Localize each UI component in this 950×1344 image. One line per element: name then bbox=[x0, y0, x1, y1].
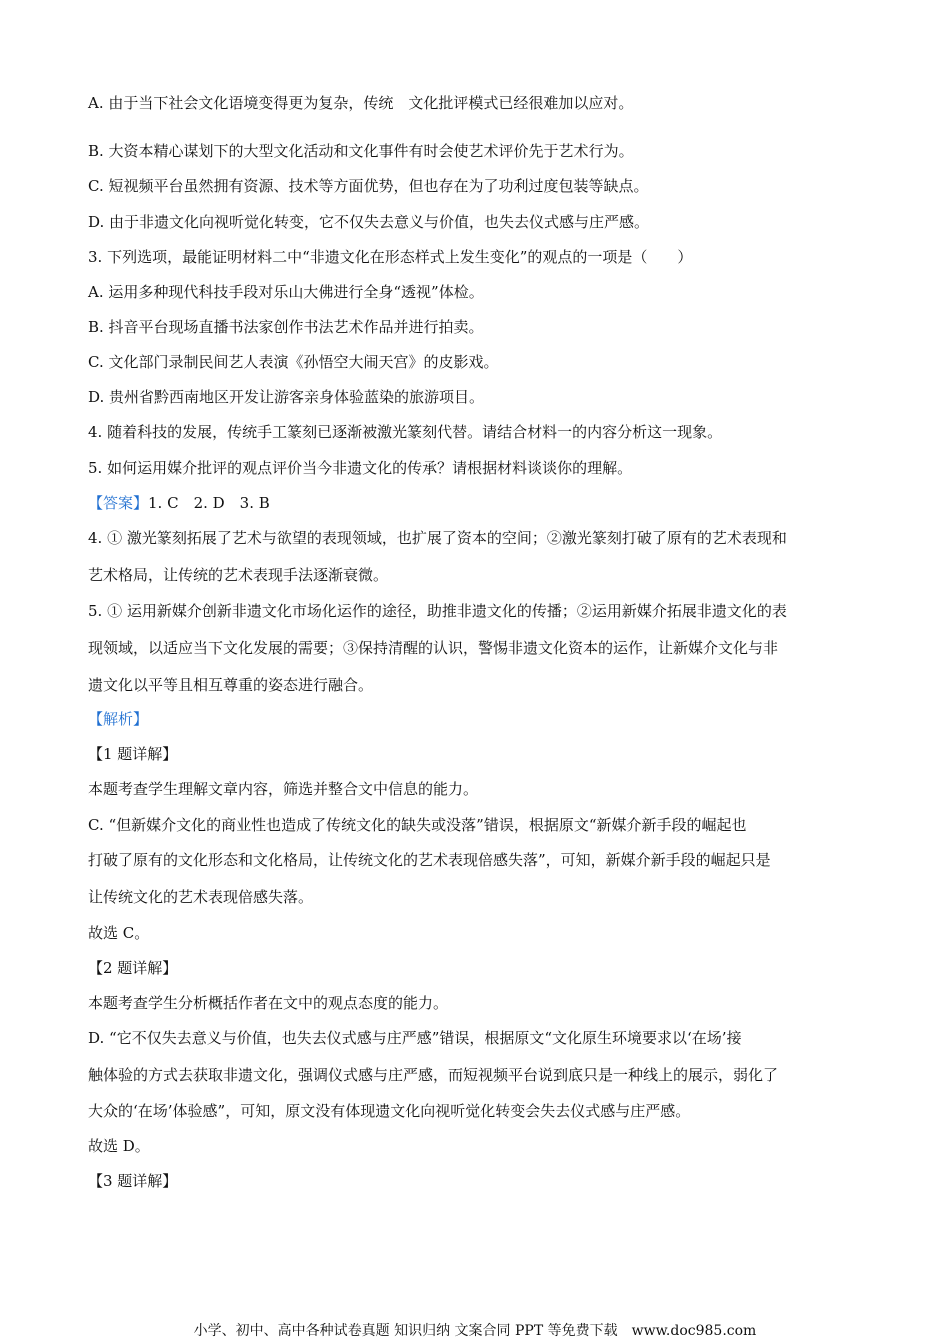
question-4: 4. 随着科技的发展，传统手工篆刻已逐渐被激光篆刻代替。请结合材料一的内容分析这一现象。 bbox=[88, 423, 723, 441]
answer-tag: 【答案】 bbox=[88, 494, 149, 512]
detail-2-line-3: 大众的‘在场’体验感”，可知，原文没有体现遗文化向视听觉化转变会失去仪式感与庄严感。 bbox=[88, 1102, 691, 1120]
detail-2-heading: 【2 题详解】 bbox=[88, 959, 178, 977]
detail-1-line-1: C. “但新媒介文化的商业性也造成了传统文化的缺失或没落”错误，根据原文“新媒介新手段的崛起也 bbox=[88, 816, 747, 834]
q3-option-d: D. 贵州省黔西南地区开发让游客亲身体验蓝染的旅游项目。 bbox=[88, 388, 485, 406]
detail-1-heading: 【1 题详解】 bbox=[88, 745, 178, 763]
option-d-line: D. 由于非遗文化向视听觉化转变，它不仅失去意义与价值，也失去仪式感与庄严感。 bbox=[88, 213, 650, 231]
answer-line bbox=[88, 493, 878, 513]
answer-4-line-2: 艺术格局，让传统的艺术表现手法逐渐衰微。 bbox=[88, 566, 389, 584]
detail-2-line-1: D. “它不仅失去意义与价值，也失去仪式感与庄严感”错误，根据原文“文化原生环境要求以‘在场’接 bbox=[88, 1029, 742, 1047]
question-3: 3. 下列选项，最能证明材料二中“非遗文化在形态样式上发生变化”的观点的一项是（ ） bbox=[88, 248, 693, 266]
detail-2-intro: 本题考查学生分析概括作者在文中的观点态度的能力。 bbox=[88, 994, 449, 1012]
question-5: 5. 如何运用媒介批评的观点评价当今非遗文化的传承？请根据材料谈谈你的理解。 bbox=[88, 459, 633, 477]
answer-5-line-1: 5. ① 运用新媒介创新非遗文化市场化运作的途径，助推非遗文化的传播；②运用新媒介拓展非遗文化的表 bbox=[88, 602, 787, 620]
answer-4-line-1: 4. ① 激光篆刻拓展了艺术与欲望的表现领域，也扩展了资本的空间；②激光篆刻打破了原有的艺术表现和 bbox=[88, 529, 787, 547]
option-b-line: B. 大资本精心谋划下的大型文化活动和文化事件有时会使艺术评价先于艺术行为。 bbox=[88, 142, 634, 160]
q3-option-c: C. 文化部门录制民间艺人表演《孙悟空大闹天宫》的皮影戏。 bbox=[88, 353, 499, 371]
detail-1-line-3: 让传统文化的艺术表现倍感失落。 bbox=[88, 888, 314, 906]
q3-option-b: B. 抖音平台现场直播书法家创作书法艺术作品并进行拍卖。 bbox=[88, 318, 484, 336]
answer-values: 1. C 2. D 3. B bbox=[148, 494, 270, 512]
detail-1-line-2: 打破了原有的文化形态和文化格局，让传统文化的艺术表现倍感失落”，可知，新媒介新手段的崛起只是 bbox=[88, 851, 771, 869]
detail-1-intro: 本题考查学生理解文章内容，筛选并整合文中信息的能力。 bbox=[88, 780, 479, 798]
answer-5-line-2: 现领域，以适应当下文化发展的需要；③保持清醒的认识，警惕非遗文化资本的运作，让新媒介文化与非 bbox=[88, 639, 779, 657]
analysis-tag: 【解析】 bbox=[88, 710, 149, 728]
detail-3-heading: 【3 题详解】 bbox=[88, 1172, 178, 1190]
detail-1-choice: 故选 C。 bbox=[88, 924, 150, 942]
q3-option-a: A. 运用多种现代科技手段对乐山大佛进行全身“透视”体检。 bbox=[88, 283, 484, 301]
detail-2-line-2: 触体验的方式去获取非遗文化，强调仪式感与庄严感，而短视频平台说到底只是一种线上的展示，弱化了 bbox=[88, 1066, 779, 1084]
answer-5-line-3: 遗文化以平等且相互尊重的姿态进行融合。 bbox=[88, 676, 374, 694]
detail-2-choice: 故选 D。 bbox=[88, 1137, 150, 1155]
option-a-line: A. 由于当下社会文化语境变得更为复杂，传统 文化批评模式已经很难加以应对。 bbox=[88, 94, 634, 112]
option-c-line: C. 短视频平台虽然拥有资源、技术等方面优势，但也存在为了功利过度包装等缺点。 bbox=[88, 177, 649, 195]
page-footer: 小学、初中、高中各种试卷真题 知识归纳 文案合同 PPT 等免费下载 www.doc985.com bbox=[193, 1323, 757, 1339]
